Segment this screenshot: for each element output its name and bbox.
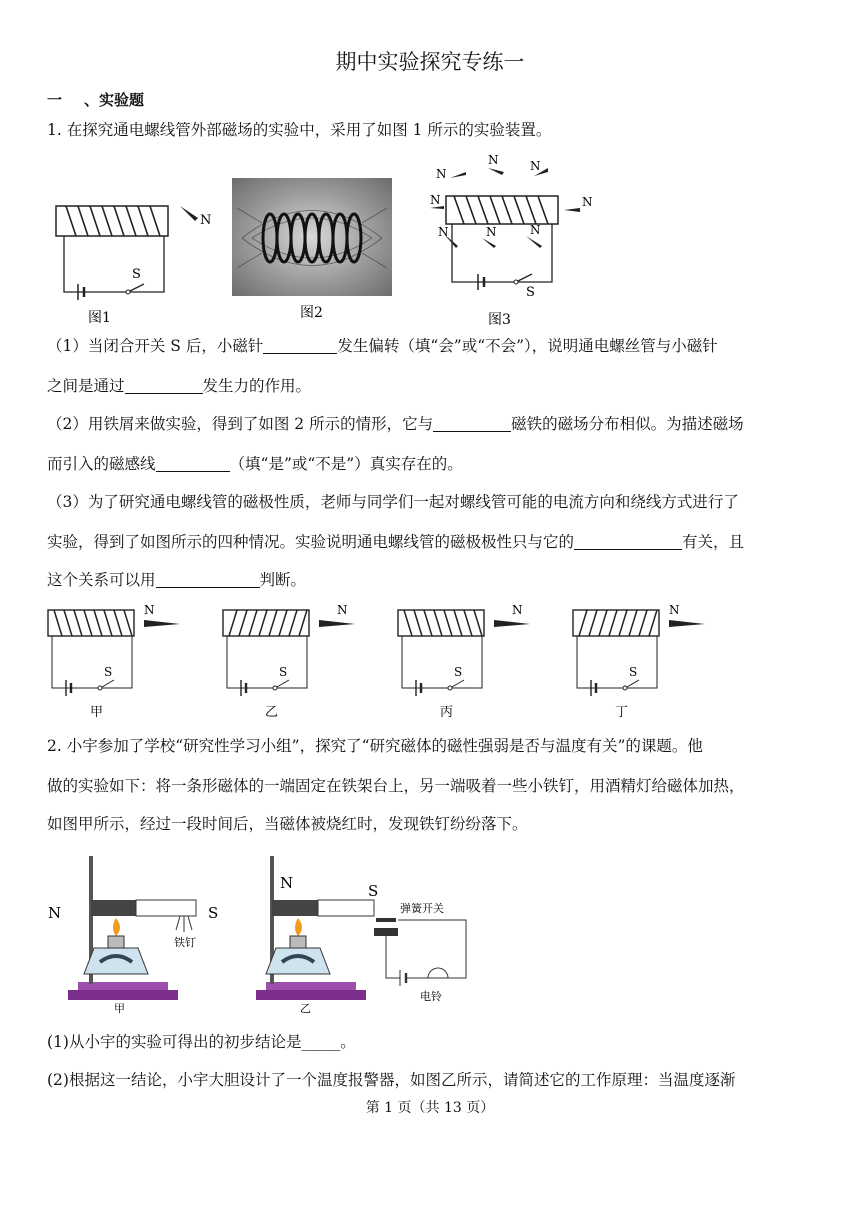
answer-blank[interactable] [125,375,203,394]
switch-label: S [132,267,141,282]
q1-p2a: （2）用铁屑来做实验，得到了如图 2 所示的情形，它与 [47,415,434,433]
q2-sub2: (2)根据这一结论，小宇大胆设计了一个温度报警器，如图乙所示，请简述它的工作原理：当温度逐渐 [47,1071,736,1089]
case-ding [573,603,705,720]
q1-part3-line3 [47,564,817,596]
needle-label-3e: N [582,195,593,209]
fig-caption-2: 图2 [300,305,323,321]
figure-q2-apparatus [44,852,474,1022]
needle-label-jia: N [144,603,155,617]
needle-label-yi: N [337,603,348,617]
q1-p3e: 判断。 [259,571,307,589]
spring-switch-label: 弹簧开关 [400,902,444,915]
needle-label: N [200,213,212,228]
q1-p2d: （填“是”或“不是”）真实存在的。 [229,455,463,473]
pole-n-jia: N [48,904,62,922]
case-jia [48,603,180,720]
caption-yi: 乙 [300,1002,311,1015]
needle-label-3b: N [488,153,499,167]
needle-label-ding: N [669,603,680,617]
compass-needle-icon [669,620,705,627]
needle-label-3f: N [438,225,449,239]
switch-label-bing: S [454,665,463,679]
apparatus-yi [256,856,466,1015]
switch-label-jia: S [104,665,113,679]
needle-label-3h: N [530,223,541,237]
case-label-ding: 丁 [615,705,629,720]
section-number: 一 [47,91,63,109]
q2-line2: 做的实验如下：将一条形磁体的一端固定在铁架台上，另一端吸着一些小铁钉，用酒精灯给磁体加热， [47,777,745,795]
q1-p1d: 发生力的作用。 [202,377,312,395]
answer-blank[interactable] [156,453,230,472]
case-label-yi: 乙 [265,705,279,720]
q2-line1: 2. 小宇参加了学校“研究性学习小组”，探究了“研究磁体的磁性强弱是否与温度有关”的课题。他 [47,737,703,755]
needle-label-3d: N [430,193,441,207]
section-label: 、实验题 [84,91,145,109]
compass-needle-icon [494,620,530,627]
figure-3 [430,150,605,330]
case-bing [398,603,530,720]
q1-p2c: 而引入的磁感线 [47,455,156,473]
flame-icon [295,918,302,936]
answer-blank[interactable] [574,531,682,550]
q1-p1a: （1）当闭合开关 S 后，小磁针 [47,337,264,355]
q1-part3-line2 [47,526,817,558]
q2-line3: 如图甲所示，经过一段时间后，当磁体被烧红时，发现铁钉纷纷落下。 [47,815,528,833]
needle-label-3g: N [486,225,497,239]
pole-s-yi: S [368,882,379,900]
q1-part1-line2 [47,370,817,402]
page-title: 期中实验探究专练一 [335,50,525,74]
needle-label-3a: N [436,167,447,181]
figure-1 [48,180,228,328]
case-yi [223,603,355,720]
answer-blank[interactable] [263,335,337,354]
switch-label-yi: S [279,665,288,679]
pole-n-yi: N [280,874,294,892]
spring-switch [376,918,396,922]
q1-part2-line1 [47,408,817,440]
q1-part2-line2 [47,448,817,480]
fig-caption-1: 图1 [88,310,111,326]
compass-needle-icon [319,620,355,627]
caption-jia: 甲 [114,1002,125,1015]
bell-icon [428,968,448,978]
section-heading [47,89,144,110]
compass-needle-icon [180,206,198,221]
q1-p3c: 有关，且 [682,533,745,551]
q1-p2b: 磁铁的磁场分布相似。为描述磁场 [511,415,744,433]
q1-p3d: 这个关系可以用 [47,571,156,589]
pole-s-jia: S [208,904,219,922]
page-footer: 第 1 页（共 13 页） [365,1100,495,1116]
figure-2-iron-filings [232,178,392,296]
figure-four-cases [40,600,720,730]
switch-label-3: S [526,285,535,300]
q1-part1-line1 [47,330,817,362]
needle-label-3c: N [530,159,541,173]
flame-icon [113,918,120,936]
apparatus-jia [48,856,218,1015]
iron-filings-pattern [232,178,392,296]
bell-label: 电铃 [420,990,442,1003]
case-label-jia: 甲 [90,705,104,720]
q1-p1c: 之间是通过 [47,377,125,395]
q1-p3b: 实验，得到了如图所示的四种情况。实验说明通电螺线管的磁极极性只与它的 [47,533,575,551]
answer-blank[interactable] [433,413,511,432]
fig-caption-3: 图3 [488,312,511,328]
fig-caption-2-wrap [296,298,336,324]
q2-sub1: (1)从小宇的实验可得出的初步结论是_____。 [47,1033,356,1051]
case-label-bing: 丙 [440,705,454,720]
q1-p1b: 发生偏转（填“会”或“不会”），说明通电螺丝管与小磁针 [337,337,718,355]
switch-label-ding: S [629,665,638,679]
q1-stem: 1. 在探究通电螺线管外部磁场的实验中，采用了如图 1 所示的实验装置。 [47,121,552,139]
needle-label-bing: N [512,603,523,617]
answer-blank[interactable] [156,569,260,588]
q1-part3-line1: （3）为了研究通电螺线管的磁极性质，老师与同学们一起对螺线管可能的电流方向和绕线方式进行了 [47,493,739,511]
compass-needle-icon [144,620,180,627]
nails-label: 铁钉 [174,936,196,949]
